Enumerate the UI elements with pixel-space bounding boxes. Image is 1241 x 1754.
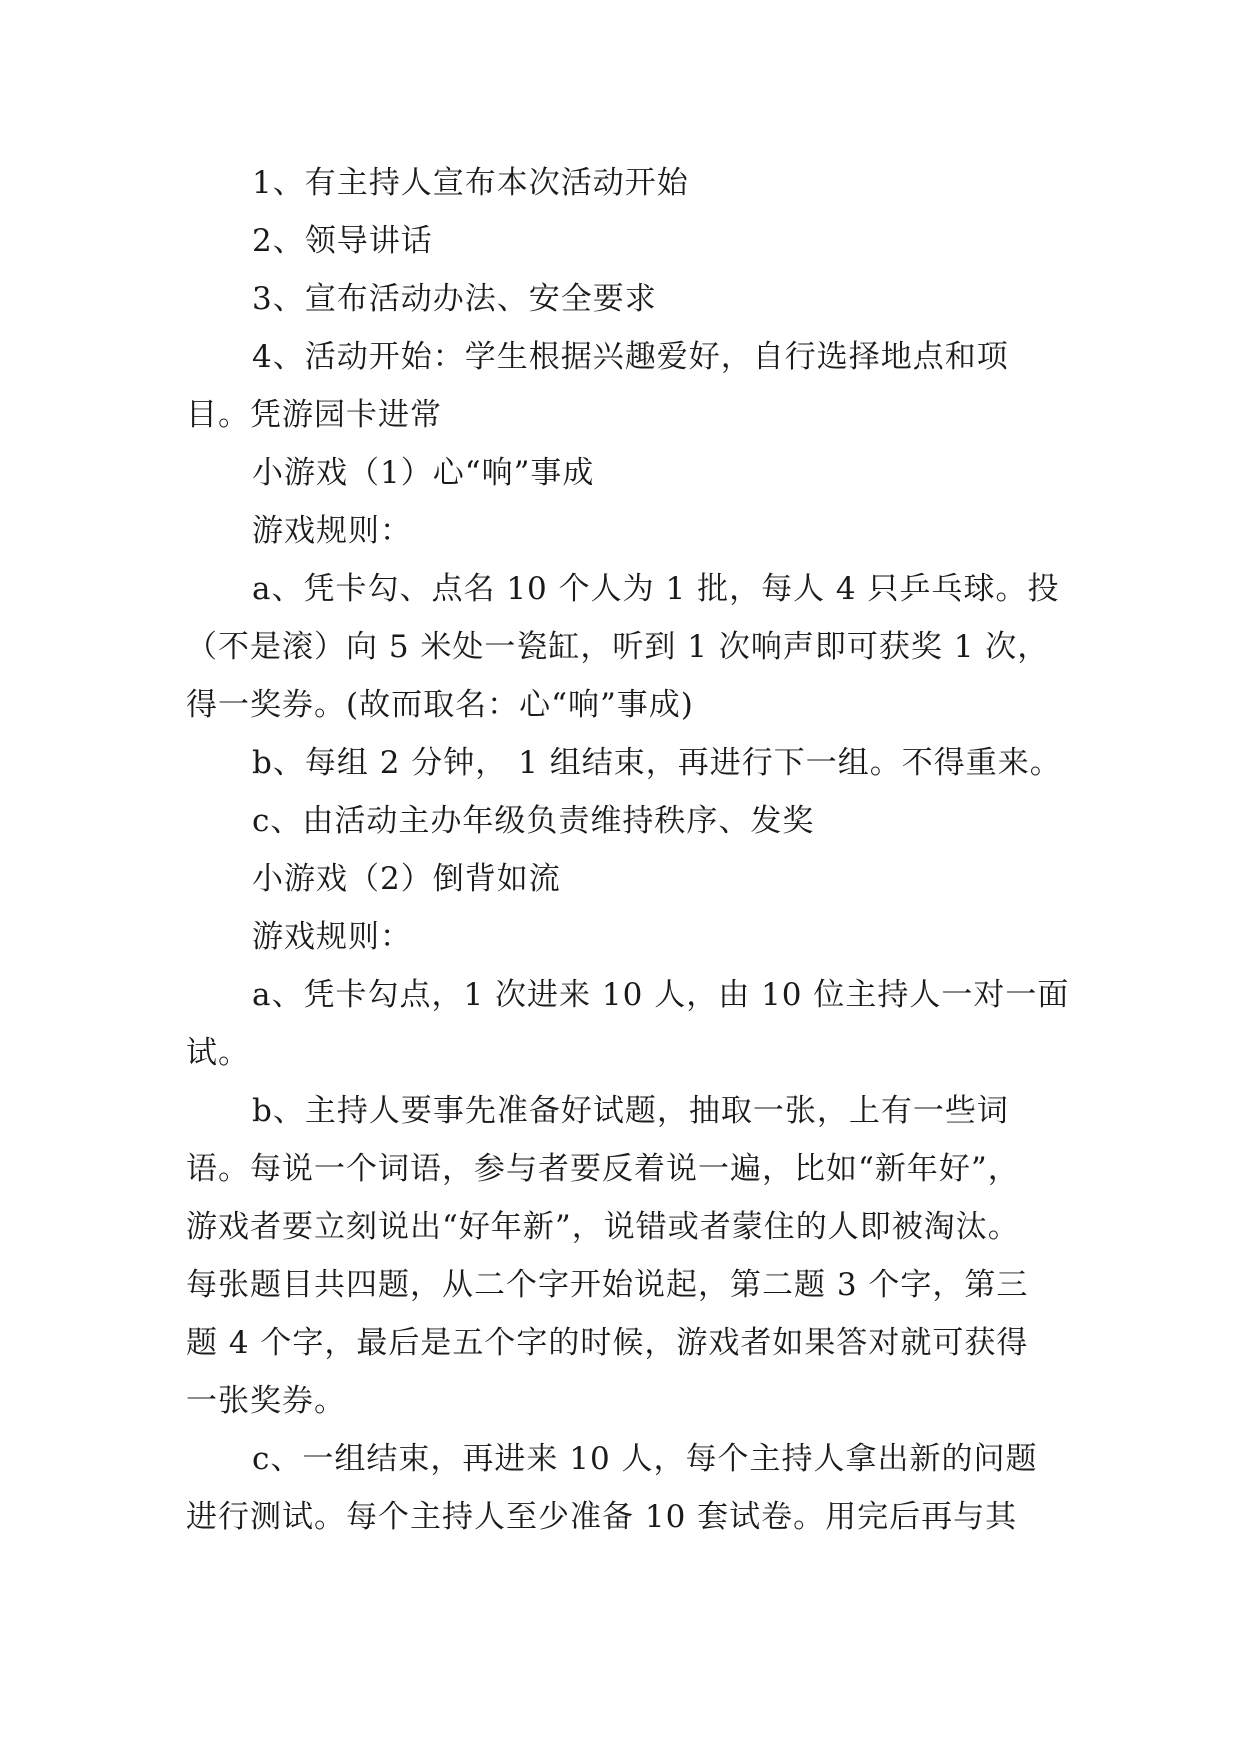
text-line: 试。 xyxy=(186,1035,250,1071)
text-line: 每张题目共四题，从二个字开始说起，第二题 3 个字，第三 xyxy=(186,1267,1029,1303)
text-line: c、一组结束，再进来 10 人，每个主持人拿出新的问题 xyxy=(252,1441,1038,1477)
text-line: 1、有主持人宣布本次活动开始 xyxy=(252,165,689,201)
text-line: 4、活动开始：学生根据兴趣爱好，自行选择地点和项 xyxy=(252,339,1009,375)
text-line: 语。每说一个词语，参与者要反着说一遍，比如“新年好”， xyxy=(186,1151,1020,1187)
text-line: a、凭卡勾点，1 次进来 10 人，由 10 位主持人一对一面 xyxy=(252,977,1070,1013)
text-line: c、由活动主办年级负责维持秩序、发奖 xyxy=(252,803,815,839)
text-line: b、主持人要事先准备好试题，抽取一张，上有一些词 xyxy=(252,1093,1009,1129)
text-line: 得一奖券。(故而取名：心“响”事成) xyxy=(186,687,694,723)
text-line: 题 4 个字，最后是五个字的时候，游戏者如果答对就可获得 xyxy=(186,1325,1029,1361)
text-line: b、每组 2 分钟， 1 组结束，再进行下一组。不得重来。 xyxy=(252,745,1062,781)
text-line: a、凭卡勾、点名 10 个人为 1 批，每人 4 只乒乓球。投 xyxy=(252,571,1060,607)
text-line: 一张奖券。 xyxy=(186,1383,346,1419)
game-heading: 小游戏（1）心“响”事成 xyxy=(252,455,595,491)
document-body xyxy=(186,154,1070,1546)
rules-label: 游戏规则： xyxy=(252,513,412,549)
text-line: 3、宣布活动办法、安全要求 xyxy=(252,281,657,317)
text-line: 游戏者要立刻说出“好年新”，说错或者蒙住的人即被淘汰。 xyxy=(186,1209,1020,1245)
text-line: 进行测试。每个主持人至少准备 10 套试卷。用完后再与其 xyxy=(186,1499,1018,1535)
game-heading: 小游戏（2）倒背如流 xyxy=(252,861,561,897)
text-line: 目。凭游园卡进常 xyxy=(186,397,442,433)
text-line: 2、领导讲话 xyxy=(252,223,433,259)
text-line: （不是滚）向 5 米处一瓷缸，听到 1 次响声即可获奖 1 次， xyxy=(186,629,1050,665)
rules-label: 游戏规则： xyxy=(252,919,412,955)
